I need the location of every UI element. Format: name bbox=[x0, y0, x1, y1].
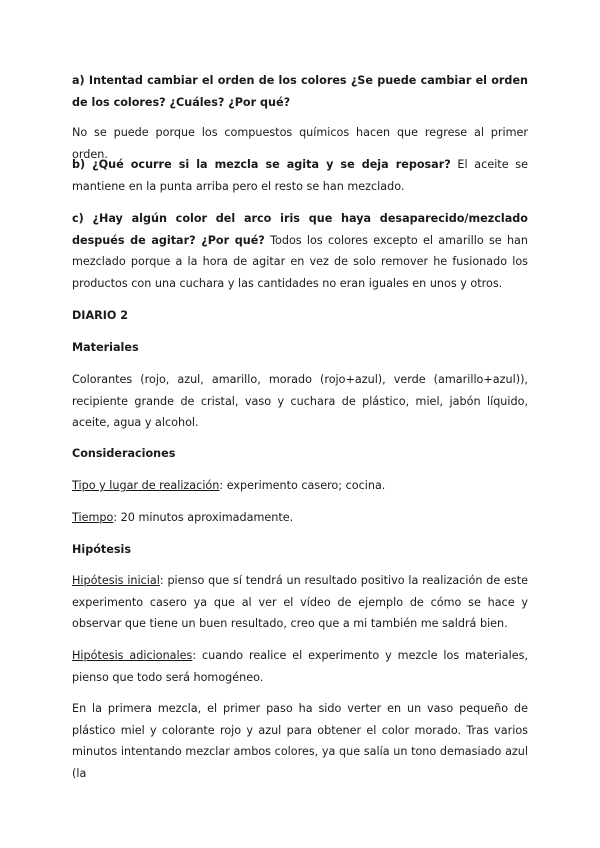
tiempo-value: : 20 minutos aproximadamente. bbox=[113, 511, 294, 524]
question-b bbox=[72, 154, 528, 197]
materiales-text: Colorantes (rojo, azul, amarillo, morado (rojo+azul), verde (amarillo+azul)), recipiente grande de cristal, vaso y cuchara de plástico, miel, jabón líquido, aceite, agua y alcohol. bbox=[72, 373, 528, 429]
tipo-value: : experimento casero; cocina. bbox=[219, 479, 386, 492]
procedimiento-text: En la primera mezcla, el primer paso ha sido verter en un vaso pequeño de plástico miel y colorante rojo y azul para obtener el color morado. Tras varios minutos intentando mezclar ambos colores, ya que salía un tono demasiado azul (la bbox=[72, 702, 528, 780]
materiales-heading: Materiales bbox=[72, 341, 139, 354]
diario-heading: DIARIO 2 bbox=[72, 309, 129, 322]
question-a-text: a) Intentad cambiar el orden de los colores ¿Se puede cambiar el orden de los colores? ¿Cuáles? ¿Por qué? bbox=[72, 74, 528, 109]
hipotesis-inicial bbox=[72, 570, 528, 635]
hipotesis-heading: Hipótesis bbox=[72, 543, 131, 556]
question-a bbox=[72, 70, 528, 113]
answer-c-text: Todos los colores excepto el amarillo se han mezclado porque a la hora de agitar en vez de solo remover he fusionado los productos con una cuchara y las cantidades no eran iguales en unos y otros. bbox=[72, 233, 528, 290]
consideraciones-heading: Consideraciones bbox=[72, 447, 176, 460]
question-b-text: b) ¿Qué ocurre si la mezcla se agita y se deja reposar? bbox=[72, 158, 451, 171]
hipotesis-inicial-label: Hipótesis inicial bbox=[72, 574, 160, 587]
tiempo-line bbox=[72, 507, 528, 529]
tiempo-label: Tiempo bbox=[72, 511, 114, 524]
tipo-line bbox=[72, 475, 528, 497]
question-c bbox=[72, 208, 528, 294]
hipotesis-adicionales-value: : cuando realice el experimento y mezcle los materiales, pienso que todo será homogéneo. bbox=[72, 649, 528, 684]
answer-a: No se puede porque los compuestos químicos hacen que regrese al primer orden. bbox=[72, 126, 528, 161]
hipotesis-inicial-value: : pienso que sí tendrá un resultado positivo la realización de este experimento casero ya que al ver el vídeo de ejemplo de cómo se hace y observar que tiene un buen resultado, creo que a mi también me saldrá bien. bbox=[72, 574, 529, 630]
question-c-text: c) ¿Hay algún color del arco iris que haya desaparecido/mezclado después de agitar? ¿Por qué? bbox=[72, 212, 528, 247]
hipotesis-adicionales bbox=[72, 645, 528, 688]
hipotesis-adicionales-label: Hipótesis adicionales bbox=[72, 649, 193, 662]
tipo-label: Tipo y lugar de realización bbox=[72, 479, 220, 492]
answer-b-text: El aceite se mantiene en la punta arriba pero el resto se han mezclado. bbox=[72, 158, 528, 193]
